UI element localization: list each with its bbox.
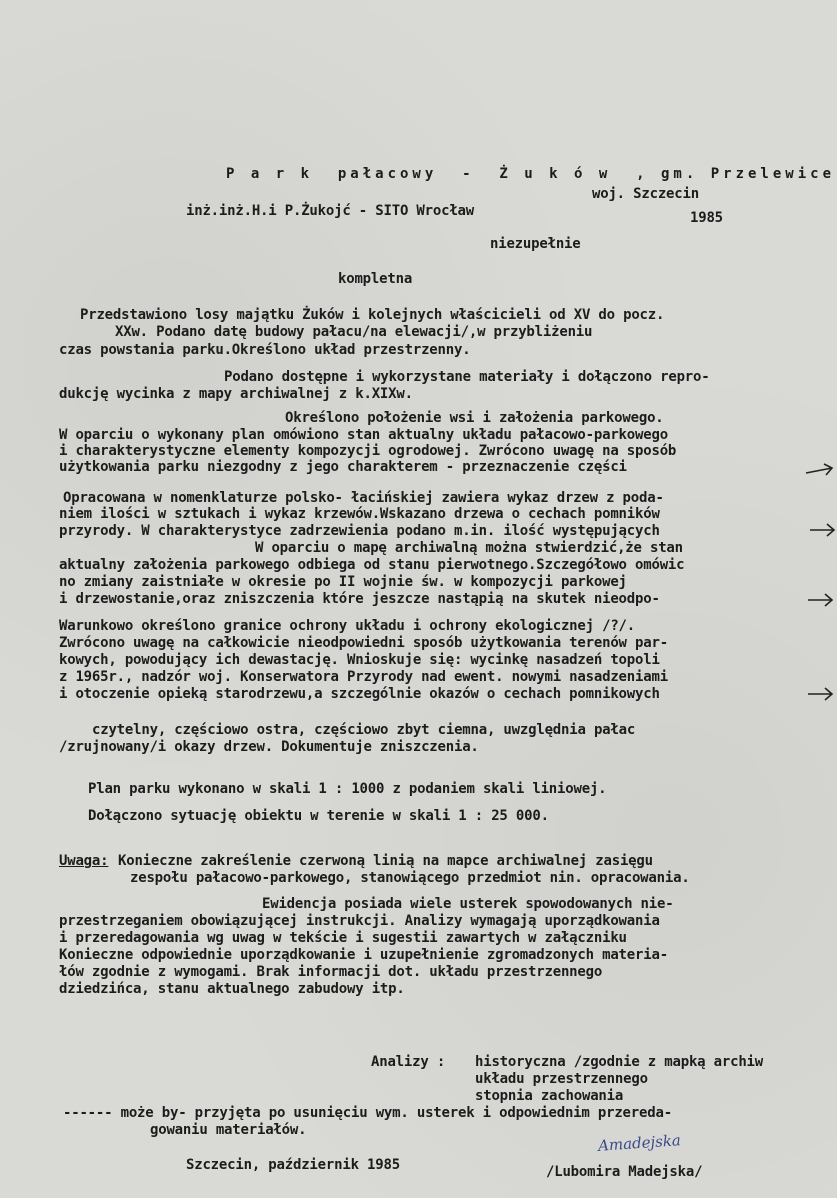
body-line: W oparciu o mapę archiwalną można stwierdzić,że stan <box>255 540 683 556</box>
document-title: P a r k pałacowy - Ż u k ó w , gm. Przelewice <box>226 166 836 182</box>
body-line: Przedstawiono losy majątku Żuków i kolejnych właścicieli od XV do pocz. <box>80 307 665 323</box>
body-line: Opracowana w nomenklaturze polsko- łacińskiej zawiera wykaz drzew z poda- <box>63 490 664 506</box>
body-line: z 1965r., nadzór woj. Konserwatora Przyrody nad ewent. nowymi nasadzeniami <box>59 669 668 685</box>
authors: inż.inż.H.i P.Żukojć - SITO Wrocław <box>186 203 475 219</box>
body-line: przestrzeganiem obowiązującej instrukcji. Analizy wymagają uporządkowania <box>59 913 660 929</box>
handwritten-signature: Amadejska <box>597 1131 682 1155</box>
body-line: łów zgodnie z wymogami. Brak informacji dot. układu przestrzennego <box>59 964 603 980</box>
status-complete: kompletna <box>338 271 413 287</box>
body-line: czas powstania parku.Określono układ przestrzenny. <box>59 342 471 358</box>
body-line: Plan parku wykonano w skali 1 : 1000 z podaniem skali liniowej. <box>88 781 607 797</box>
margin-arrow-icon <box>810 524 834 536</box>
body-line: W oparciu o wykonany plan omówiono stan aktualny układu pałacowo-parkowego <box>59 427 668 443</box>
analizy-item: historyczna /zgodnie z mapką archiw <box>475 1054 764 1070</box>
body-line: przyrody. W charakterystyce zadrzewienia podano m.in. ilość występujących <box>59 523 660 539</box>
body-line: i otoczenie opieką starodrzewu,a szczególnie okazów o cechach pomnikowych <box>59 686 660 702</box>
conclusion-line: gowaniu materiałów. <box>150 1122 307 1138</box>
body-line: dukcję wycinka z mapy archiwalnej z k.XIXw. <box>59 386 413 402</box>
analizy-item: stopnia zachowania <box>475 1088 624 1104</box>
place-date: Szczecin, październik 1985 <box>186 1157 400 1173</box>
margin-arrow-icon <box>808 688 832 700</box>
region: woj. Szczecin <box>592 186 699 202</box>
conclusion-line: ------ może by- przyjęta po usunięciu wym. usterek i odpowiednim przereda- <box>63 1105 672 1121</box>
body-line: Podano dostępne i wykorzystane materiały i dołączono repro- <box>224 369 710 385</box>
body-line: XXw. Podano datę budowy pałacu/na elewacji/,w przybliżeniu <box>115 324 593 340</box>
body-line: no zmiany zaistniałe w okresie po II wojnie św. w kompozycji parkowej <box>59 574 627 590</box>
body-line: zespołu pałacowo-parkowego, stanowiącego przedmiot nin. opracowania. <box>130 870 690 886</box>
status-incomplete: niezupełnie <box>490 236 581 252</box>
body-line: /zrujnowany/i okazy drzew. Dokumentuje zniszczenia. <box>59 739 479 755</box>
analizy-label: Analizy : <box>371 1054 446 1070</box>
body-line: niem ilości w sztukach i wykaz krzewów.Wskazano drzewa o cechach pomników <box>59 506 660 522</box>
margin-arrow-icon <box>806 464 832 475</box>
body-line: Określono położenie wsi i założenia parkowego. <box>285 410 664 426</box>
body-line: czytelny, częściowo ostra, częściowo zbyt ciemna, uwzględnia pałac <box>92 722 636 738</box>
body-line: użytkowania parku niezgodny z jego charakterem - przeznaczenie części <box>59 459 627 475</box>
body-line: Konieczne odpowiednie uporządkowanie i uzupełnienie zgromadzonych materia- <box>59 947 668 963</box>
body-line: Konieczne zakreślenie czerwoną linią na mapce archiwalnej zasięgu <box>118 853 653 869</box>
body-line: Dołączono sytuację obiektu w terenie w skali 1 : 25 000. <box>88 808 549 824</box>
uwaga-label: Uwaga: <box>59 853 109 869</box>
body-line: aktualny założenia parkowego odbiega od stanu pierwotnego.Szczegółowo omówic <box>59 557 685 573</box>
year: 1985 <box>690 210 723 226</box>
body-line: i charakterystyczne elementy kompozycji ogrodowej. Zwrócono uwagę na sposób <box>59 443 677 459</box>
body-line: Warunkowo określono granice ochrony układu i ochrony ekologicznej /?/. <box>59 618 636 634</box>
margin-arrow-icon <box>808 594 832 606</box>
body-line: Ewidencja posiada wiele usterek spowodowanych nie- <box>262 896 674 912</box>
body-line: i drzewostanie,oraz zniszczenia które jeszcze nastąpią na skutek nieodpo- <box>59 591 660 607</box>
signatory-name: /Lubomira Madejska/ <box>546 1164 703 1180</box>
body-line: i przeredagowania wg uwag w tekście i sugestii zawartych w załączniku <box>59 930 627 946</box>
body-line: Zwrócono uwagę na całkowicie nieodpowiedni sposób użytkowania terenów par- <box>59 635 668 651</box>
body-line: dziedzińca, stanu aktualnego zabudowy itp. <box>59 981 405 997</box>
body-line: kowych, powodujący ich dewastację. Wnioskuje się: wycinkę nasadzeń topoli <box>59 652 660 668</box>
analizy-item: układu przestrzennego <box>475 1071 648 1087</box>
